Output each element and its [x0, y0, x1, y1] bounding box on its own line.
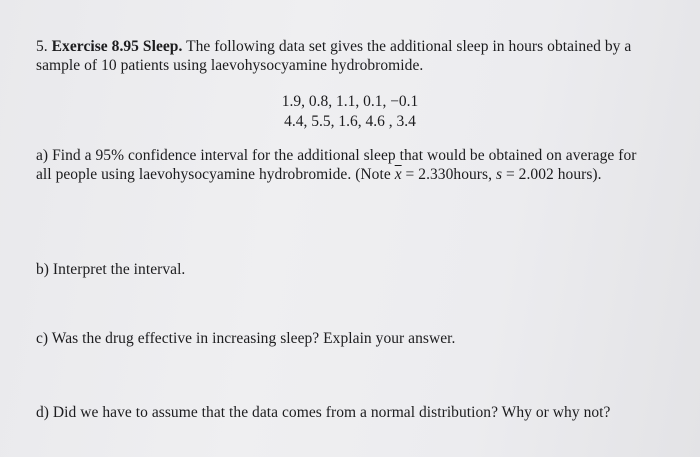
- s-symbol: s: [495, 166, 503, 183]
- part-b-question: b) Interpret the interval.: [36, 261, 186, 278]
- part-a-line-1: a) Find a 95% confidence interval for the additional sleep that would be obtained on average for: [36, 147, 637, 164]
- question-number: 5.: [36, 38, 48, 55]
- part-d-question: d) Did we have to assume that the data comes from a normal distribution? Why or why not?: [36, 404, 611, 421]
- data-row-2: 4.4, 5.5, 1.6, 4.6 , 3.4: [284, 113, 416, 130]
- intro-text-1: The following data set gives the additional sleep in hours obtained by a: [186, 38, 632, 55]
- part-a-line-2: [36, 166, 602, 184]
- part-a-prefix: all people using laevohysocyamine hydrobromide. (Note: [36, 166, 395, 183]
- part-c-question: c) Was the drug effective in increasing sleep? Explain your answer.: [36, 330, 456, 347]
- xbar-value: = 2.330hours,: [401, 166, 496, 183]
- s-value: = 2.002 hours).: [502, 166, 602, 183]
- exercise-label: Exercise 8.95 Sleep.: [51, 38, 183, 55]
- question-intro-line-1: [36, 38, 631, 56]
- data-row-1: 1.9, 0.8, 1.1, 0.1, −0.1: [281, 93, 419, 110]
- intro-text-2: sample of 10 patients using laevohysocyamine hydrobromide.: [36, 57, 424, 74]
- xbar-symbol: $\overline{x}$: [394, 166, 402, 183]
